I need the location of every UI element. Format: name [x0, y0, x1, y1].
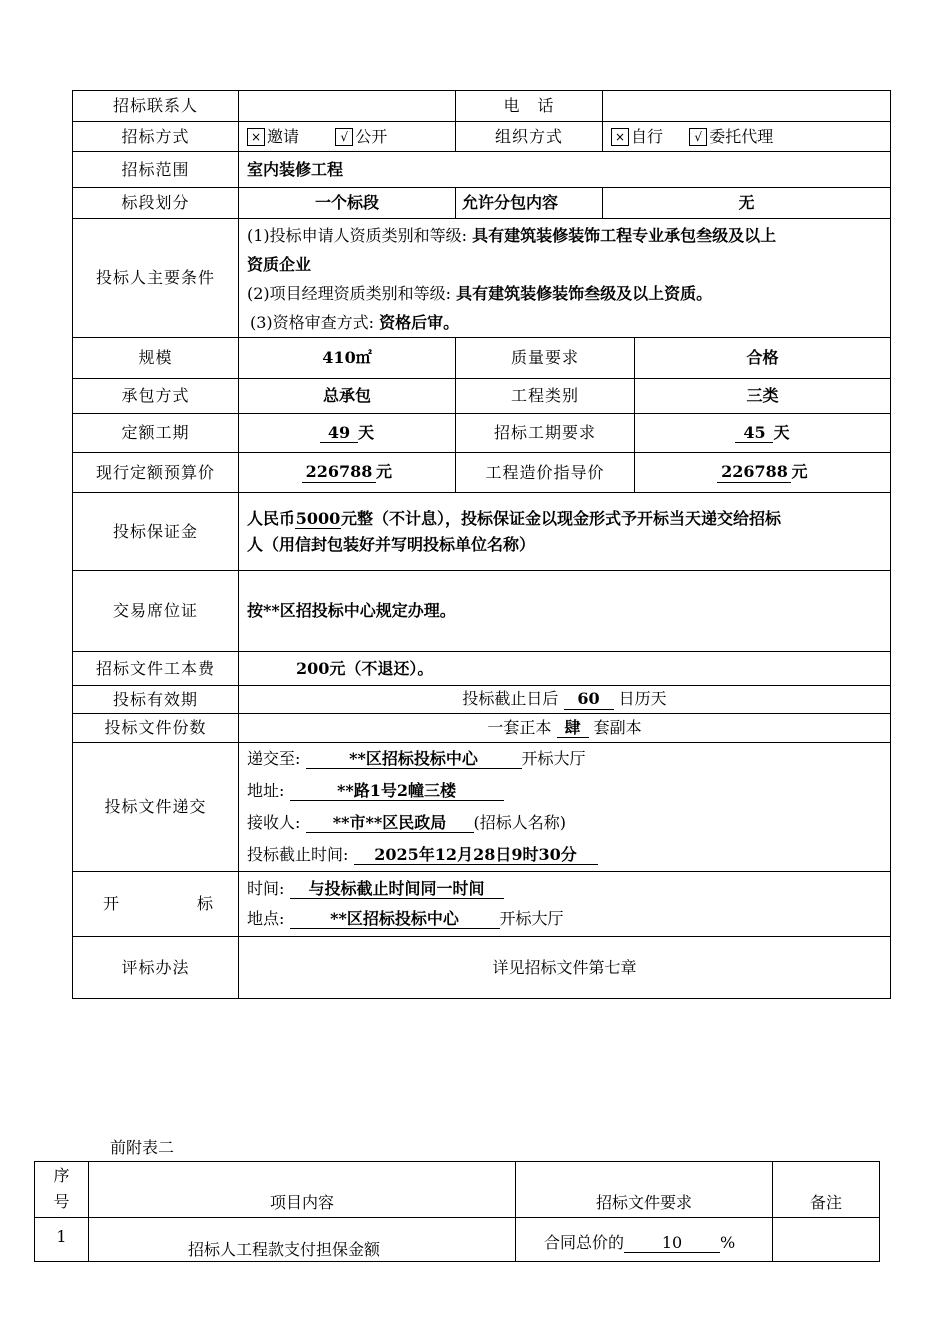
opening-time-value: 与投标截止时间同一时间: [290, 880, 504, 899]
submit-to-label: 递交至:: [247, 749, 301, 768]
col-req-header: 招标文件要求: [516, 1162, 773, 1218]
evaluation-value: 详见招标文件第七章: [239, 937, 891, 999]
bid-period: [635, 414, 891, 453]
appendix-header-row: [35, 1162, 880, 1218]
category-label: 工程类别: [456, 379, 635, 414]
invite-checkbox[interactable]: ×: [247, 128, 265, 146]
row1-req: [516, 1218, 773, 1262]
submit-to-suffix: 开标大厅: [521, 749, 586, 768]
quality-label: 质量要求: [456, 338, 635, 379]
self-checkbox[interactable]: ×: [611, 128, 629, 146]
budget-unit: 元: [375, 462, 392, 482]
col-no-header: [35, 1162, 89, 1218]
cond3-value: 资格后审。: [379, 313, 460, 332]
seat-value: 按**区招投标中心规定办理。: [239, 571, 891, 652]
appendix-table: [34, 1161, 880, 1262]
row-scale: [73, 338, 891, 379]
deposit-content: [239, 493, 891, 571]
agent-option-label: 委托代理: [709, 126, 774, 146]
validity-label: 投标有效期: [73, 686, 239, 714]
contact-value: [239, 91, 456, 122]
cond1-prefix: (1)投标申请人资质类别和等级:: [247, 226, 468, 245]
org-label: 组织方式: [456, 122, 603, 152]
opening-place-label: 地点:: [247, 909, 285, 928]
copies-prefix: 一套正本: [487, 717, 552, 737]
agent-checkbox[interactable]: √: [689, 128, 707, 146]
row1-content: 招标人工程款支付担保金额: [89, 1218, 516, 1262]
validity-num: 60: [564, 690, 614, 709]
method-options: [239, 122, 456, 152]
row-seat: [73, 571, 891, 652]
budget: [239, 453, 456, 493]
deposit-text: 元整（不计息），投标保证金以现金形式予开标当天递交给招标: [341, 508, 782, 528]
cond2-prefix: (2)项目经理资质类别和等级:: [247, 284, 452, 303]
copies-label: 投标文件份数: [73, 714, 239, 743]
row-opening: [73, 872, 891, 937]
deposit-label: 投标保证金: [73, 493, 239, 571]
row-contract: [73, 379, 891, 414]
deadline-label: 投标截止时间:: [247, 845, 349, 864]
guide-price-unit: 元: [791, 462, 808, 482]
submit-content: [239, 743, 891, 872]
validity-prefix: 投标截止日后: [462, 689, 559, 709]
copies-suffix: 套副本: [593, 717, 642, 737]
appendix-row-1: [35, 1218, 880, 1262]
row1-req-prefix: 合同总价的: [544, 1233, 625, 1252]
bid-period-num: 45: [735, 424, 773, 443]
copies: [239, 714, 891, 743]
opening-label: [73, 872, 239, 937]
invite-option-label: 邀请: [267, 126, 300, 146]
row-scope: [73, 152, 891, 188]
opening-place-suffix: 开标大厅: [499, 909, 564, 928]
row-method: [73, 122, 891, 152]
section-value: 一个标段: [239, 188, 456, 219]
open-option-label: 公开: [355, 126, 388, 146]
deposit-num: 5000: [295, 508, 341, 528]
row1-req-num: 10: [624, 1234, 720, 1253]
seat-label: 交易席位证: [73, 571, 239, 652]
receiver-label: 接收人:: [247, 813, 301, 832]
copies-num: 肆: [557, 719, 589, 738]
scope-value: 室内装修工程: [239, 152, 891, 188]
scale-label: 规模: [73, 338, 239, 379]
row-doc-fee: [73, 652, 891, 686]
open-checkbox[interactable]: √: [335, 128, 353, 146]
contact-label: 招标联系人: [73, 91, 239, 122]
conditions-content: [239, 219, 891, 338]
doc-fee-label: 招标文件工本费: [73, 652, 239, 686]
opening-label-a: 开: [103, 894, 121, 914]
address-value: **路1号2幢三楼: [290, 782, 504, 801]
tender-info-table: [72, 90, 891, 999]
receiver-value: **市**区民政局: [306, 814, 474, 833]
guide-price-label: 工程造价指导价: [456, 453, 635, 493]
self-option-label: 自行: [631, 126, 664, 146]
quota-period-label: 定额工期: [73, 414, 239, 453]
conditions-label: 投标人主要条件: [73, 219, 239, 338]
bid-period-unit: 天: [773, 422, 790, 442]
opening-label-b: 标: [196, 894, 214, 914]
submit-label: 投标文件递交: [73, 743, 239, 872]
org-options: [603, 122, 891, 152]
row-section: [73, 188, 891, 219]
method-label: 招标方式: [73, 122, 239, 152]
receiver-suffix: (招标人名称): [473, 813, 566, 832]
row-period: [73, 414, 891, 453]
doc-fee-value: 200元（不退还）。: [239, 652, 891, 686]
opening-place-value: **区招标投标中心: [290, 910, 500, 929]
section-label: 标段划分: [73, 188, 239, 219]
cond1-value: 具有建筑装修装饰工程专业承包叁级及以上: [472, 226, 777, 245]
subcontract-label: 允许分包内容: [456, 188, 603, 219]
budget-num: 226788: [302, 463, 376, 482]
col-content-header: 项目内容: [89, 1162, 516, 1218]
contract-label: 承包方式: [73, 379, 239, 414]
deposit-text-cont: 人（用信封包装好并写明投标单位名称）: [247, 534, 536, 554]
quota-period-unit: 天: [357, 422, 374, 442]
row1-req-suffix: %: [720, 1233, 736, 1252]
col-no-header-b: 号: [53, 1192, 70, 1211]
deadline-value: 2025年12月28日9时30分: [354, 846, 598, 865]
scope-label: 招标范围: [73, 152, 239, 188]
row1-note: [773, 1218, 880, 1262]
evaluation-label: 评标办法: [73, 937, 239, 999]
validity-suffix: 日历天: [618, 689, 667, 709]
quota-period-num: 49: [320, 424, 358, 443]
quality-value: 合格: [635, 338, 891, 379]
col-note-header: 备注: [773, 1162, 880, 1218]
address-label: 地址:: [247, 781, 285, 800]
cond2-value: 具有建筑装修装饰叁级及以上资质。: [456, 284, 713, 303]
submit-to-value: **区招标投标中心: [306, 750, 522, 769]
validity: [239, 686, 891, 714]
guide-price: [635, 453, 891, 493]
appendix-title: 前附表二: [110, 1138, 175, 1157]
row-submit: [73, 743, 891, 872]
cond3-prefix: (3)资格审查方式:: [250, 313, 375, 332]
subcontract-value: 无: [603, 188, 891, 219]
row-validity: [73, 686, 891, 714]
phone-value: [603, 91, 891, 122]
category-value: 三类: [635, 379, 891, 414]
row-price: [73, 453, 891, 493]
guide-price-num: 226788: [717, 463, 791, 482]
row-copies: [73, 714, 891, 743]
row-conditions: [73, 219, 891, 338]
budget-label: 现行定额预算价: [73, 453, 239, 493]
col-no-header-a: 序: [53, 1166, 70, 1185]
scale-value: 410㎡: [239, 338, 456, 379]
contract-value: 总承包: [239, 379, 456, 414]
cond1-value-cont: 资质企业: [247, 255, 312, 274]
row-contact: [73, 91, 891, 122]
deposit-prefix: 人民币: [247, 508, 296, 528]
opening-time-label: 时间:: [247, 879, 285, 898]
phone-label: 电 话: [456, 91, 603, 122]
row1-no: 1: [35, 1218, 89, 1262]
row-deposit: [73, 493, 891, 571]
row-evaluation: [73, 937, 891, 999]
bid-period-label: 招标工期要求: [456, 414, 635, 453]
quota-period: [239, 414, 456, 453]
opening-content: [239, 872, 891, 937]
